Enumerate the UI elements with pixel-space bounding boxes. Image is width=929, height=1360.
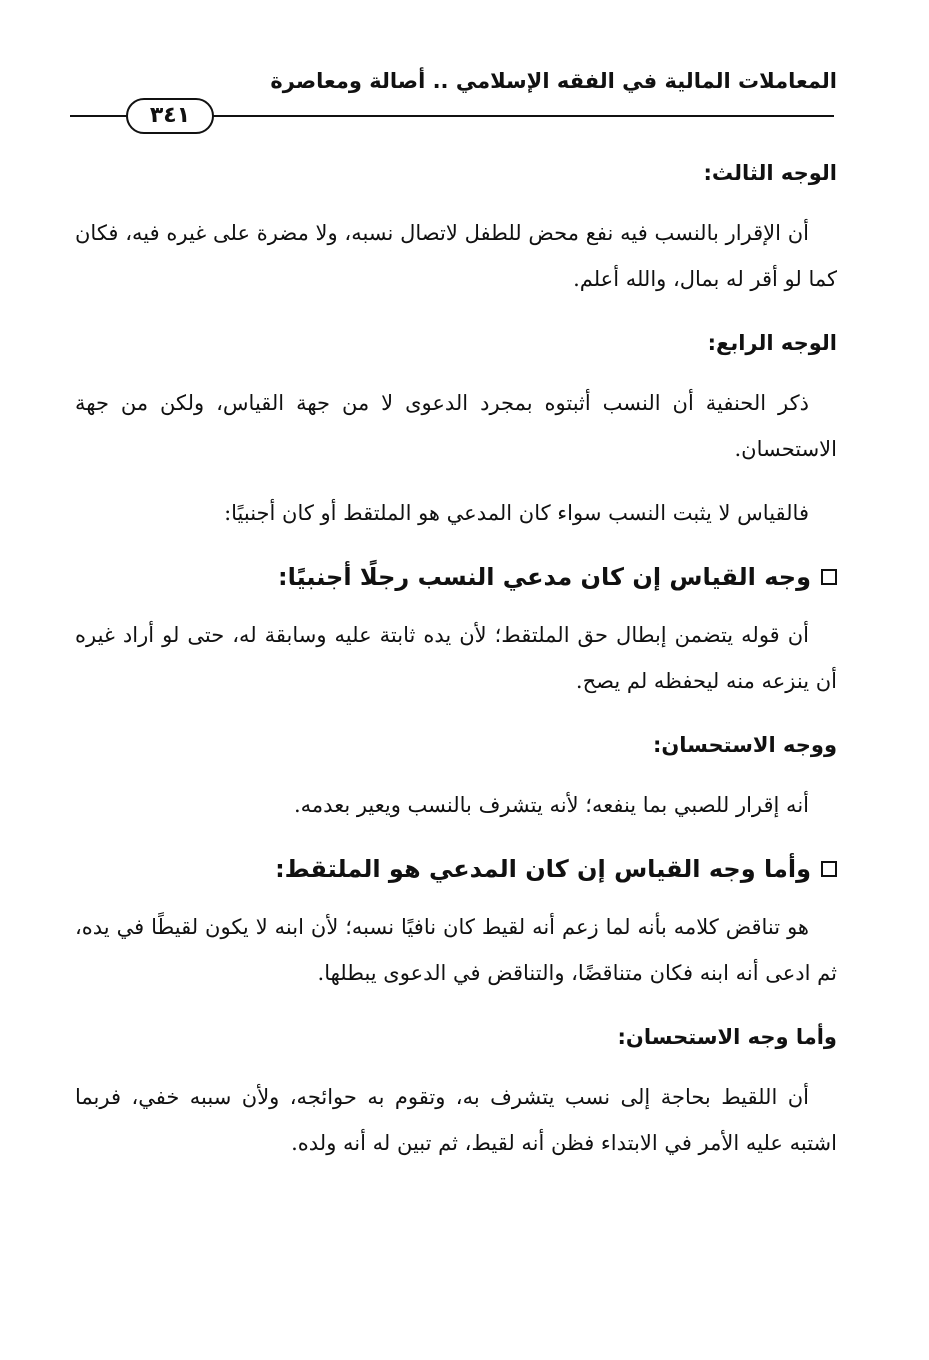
- paragraph-qiyas-statement: فالقياس لا يثبت النسب سواء كان المدعي هو الملتقط أو كان أجنبيًا:: [224, 501, 809, 525]
- subheading-foreign-claimant: [75, 554, 837, 600]
- checkbox-icon: [821, 569, 837, 585]
- paragraph-finder-claimant: هو تناقض كلامه بأنه لما زعم أنه لقيط كان نافيًا نسبه؛ لأن ابنه لا يكون لقيطًا في يده، ثم ادعى أنه ابنه فكان متناقضًا، والتناقض في الدعوى يبطلها.: [75, 915, 837, 985]
- heading-third-aspect: الوجه الثالث:: [703, 161, 837, 185]
- running-header: المعاملات المالية في الفقه الإسلامي .. أصالة ومعاصرة: [270, 69, 837, 93]
- page-content: [75, 150, 837, 1184]
- paragraph-foreign-claimant: أن قوله يتضمن إبطال حق الملتقط؛ لأن يده ثابتة عليه وسابقة له، حتى لو أراد غيره أن ينزعه منه ليحفظه لم يصح.: [75, 623, 837, 693]
- page-number: ٣٤١: [126, 98, 214, 134]
- paragraph-fourth-aspect: ذكر الحنفية أن النسب أثبتوه بمجرد الدعوى لا من جهة القياس، ولكن من جهة الاستحسان.: [75, 391, 837, 461]
- subheading-foreign-claimant-text: وجه القياس إن كان مدعي النسب رجلًا أجنبيًا:: [278, 563, 811, 591]
- subheading-finder-claimant-text: وأما وجه القياس إن كان المدعي هو الملتقط:: [275, 855, 811, 883]
- paragraph-istihsan-foreign: أنه إقرار للصبي بما ينفعه؛ لأنه يتشرف بالنسب ويعير بعدمه.: [293, 793, 809, 817]
- heading-istihsan-finder: وأما وجه الاستحسان:: [617, 1025, 837, 1049]
- subheading-finder-claimant: [75, 846, 837, 892]
- checkbox-icon: [821, 861, 837, 877]
- paragraph-third-aspect: أن الإقرار بالنسب فيه نفع محض للطفل لاتصال نسبه، ولا مضرة على غيره فيه، فكان كما لو أقر له بمال، والله أعلم.: [75, 221, 837, 291]
- heading-istihsan-foreign: ووجه الاستحسان:: [652, 733, 837, 757]
- paragraph-istihsan-finder: أن اللقيط بحاجة إلى نسب يتشرف به، وتقوم به حوائجه، ولأن سببه خفي، فربما اشتبه عليه الأمر في الابتداء فظن أنه لقيط، ثم تبين له أنه ولده.: [75, 1085, 837, 1155]
- heading-fourth-aspect: الوجه الرابع:: [707, 331, 837, 355]
